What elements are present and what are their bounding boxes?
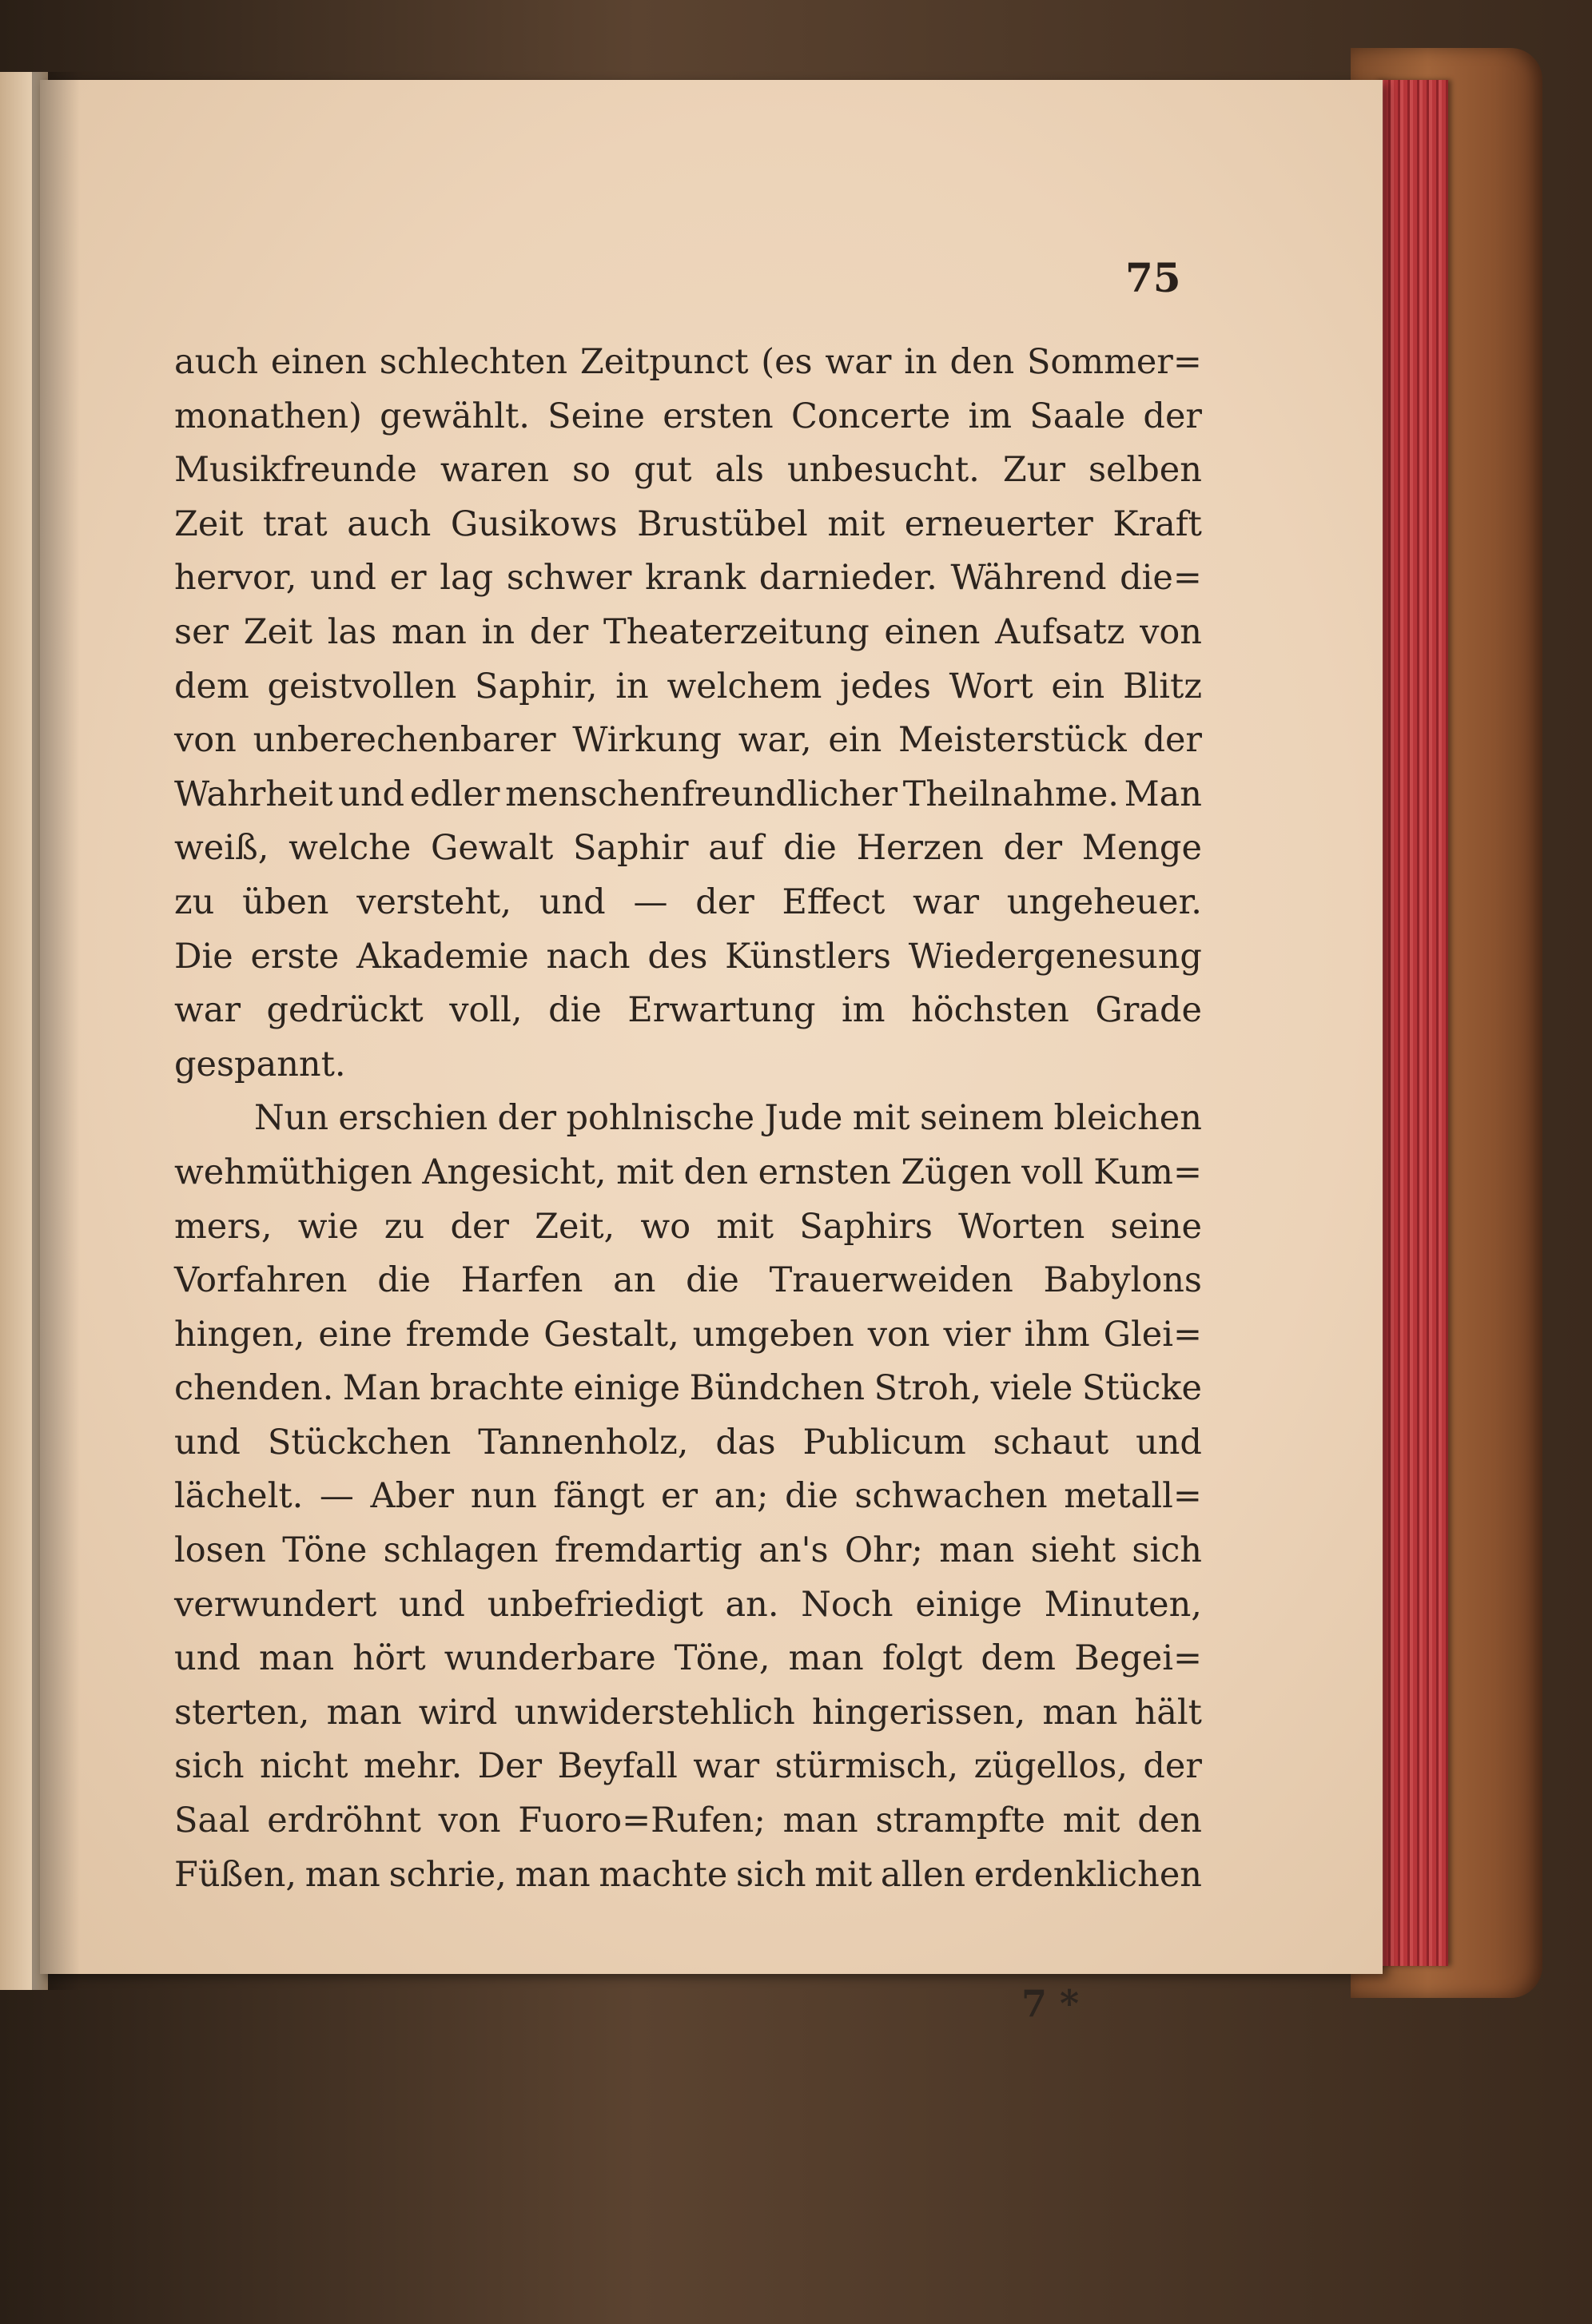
text-line: Füßen, man schrie, man machte sich mit allen erdenklichen [174, 1854, 1202, 1895]
text-line: chenden. Man brachte einige Bündchen Stroh, viele Stücke [174, 1368, 1202, 1409]
text-line: Zeit trat auch Gusikows Brustübel mit erneuerter Kraft [174, 503, 1202, 544]
text-line: von unberechenbarer Wirkung war, ein Meisterstück der [174, 720, 1202, 761]
text-line: sich nicht mehr. Der Beyfall war stürmisch, zügellos, der [174, 1746, 1202, 1787]
text-line: und Stückchen Tannenholz, das Publicum schaut und [174, 1422, 1202, 1462]
text-line: monathen) gewählt. Seine ersten Concerte im Saale der [174, 396, 1202, 436]
text-line: mers, wie zu der Zeit, wo mit Saphirs Worten seine [174, 1206, 1202, 1247]
text-line: losen Töne schlagen fremdartig an's Ohr; man sieht sich [174, 1530, 1202, 1571]
text-line: gespannt. [174, 1044, 346, 1084]
text-line: zu üben versteht, und — der Effect war ungeheuer. [174, 881, 1202, 922]
signature-mark: 7 * [1021, 1982, 1080, 2025]
text-line: hervor, und er lag schwer krank darnieder. Während die= [174, 558, 1202, 599]
text-line: Nun erschien der pohlnische Jude mit seinem bleichen [254, 1098, 1202, 1139]
gutter-shadow [32, 72, 80, 1990]
page-edges [1375, 80, 1448, 1966]
text-line: Die erste Akademie nach des Künstlers Wiedergenesung [174, 936, 1202, 977]
text-line: wehmüthigen Angesicht, mit den ernsten Zügen voll Kum= [174, 1152, 1202, 1192]
text-line: Musikfreunde waren so gut als unbesucht. Zur selben [174, 450, 1202, 491]
text-line: hingen, eine fremde Gestalt, umgeben von vier ihm Glei= [174, 1314, 1202, 1355]
text-line: lächelt. — Aber nun fängt er an; die schwachen metall= [174, 1476, 1202, 1517]
text-line: Saal erdröhnt von Fuoro=Rufen; man strampfte mit den [174, 1801, 1202, 1841]
text-line: verwundert und unbefriedigt an. Noch einige Minuten, [174, 1584, 1202, 1625]
text-line: weiß, welche Gewalt Saphir auf die Herzen der Menge [174, 828, 1202, 869]
text-line: und man hört wunderbare Töne, man folgt dem Begei= [174, 1638, 1202, 1679]
text-line: ser Zeit las man in der Theaterzeitung einen Aufsatz von [174, 611, 1202, 652]
page-number: 75 [1125, 254, 1181, 301]
text-line: sterten, man wird unwiderstehlich hingerissen, man hält [174, 1692, 1202, 1733]
text-line: auch einen schlechten Zeitpunct (es war in den Sommer= [174, 342, 1202, 382]
text-line: war gedrückt voll, die Erwartung im höchsten Grade [174, 990, 1202, 1031]
text-line: Vorfahren die Harfen an die Trauerweiden Babylons [174, 1260, 1202, 1301]
text-line: Wahrheit und edler menschenfreundlicher Theilnahme. Man [174, 774, 1202, 814]
text-line: dem geistvollen Saphir, in welchem jedes Wort ein Blitz [174, 666, 1202, 706]
body-text [174, 336, 1202, 1902]
